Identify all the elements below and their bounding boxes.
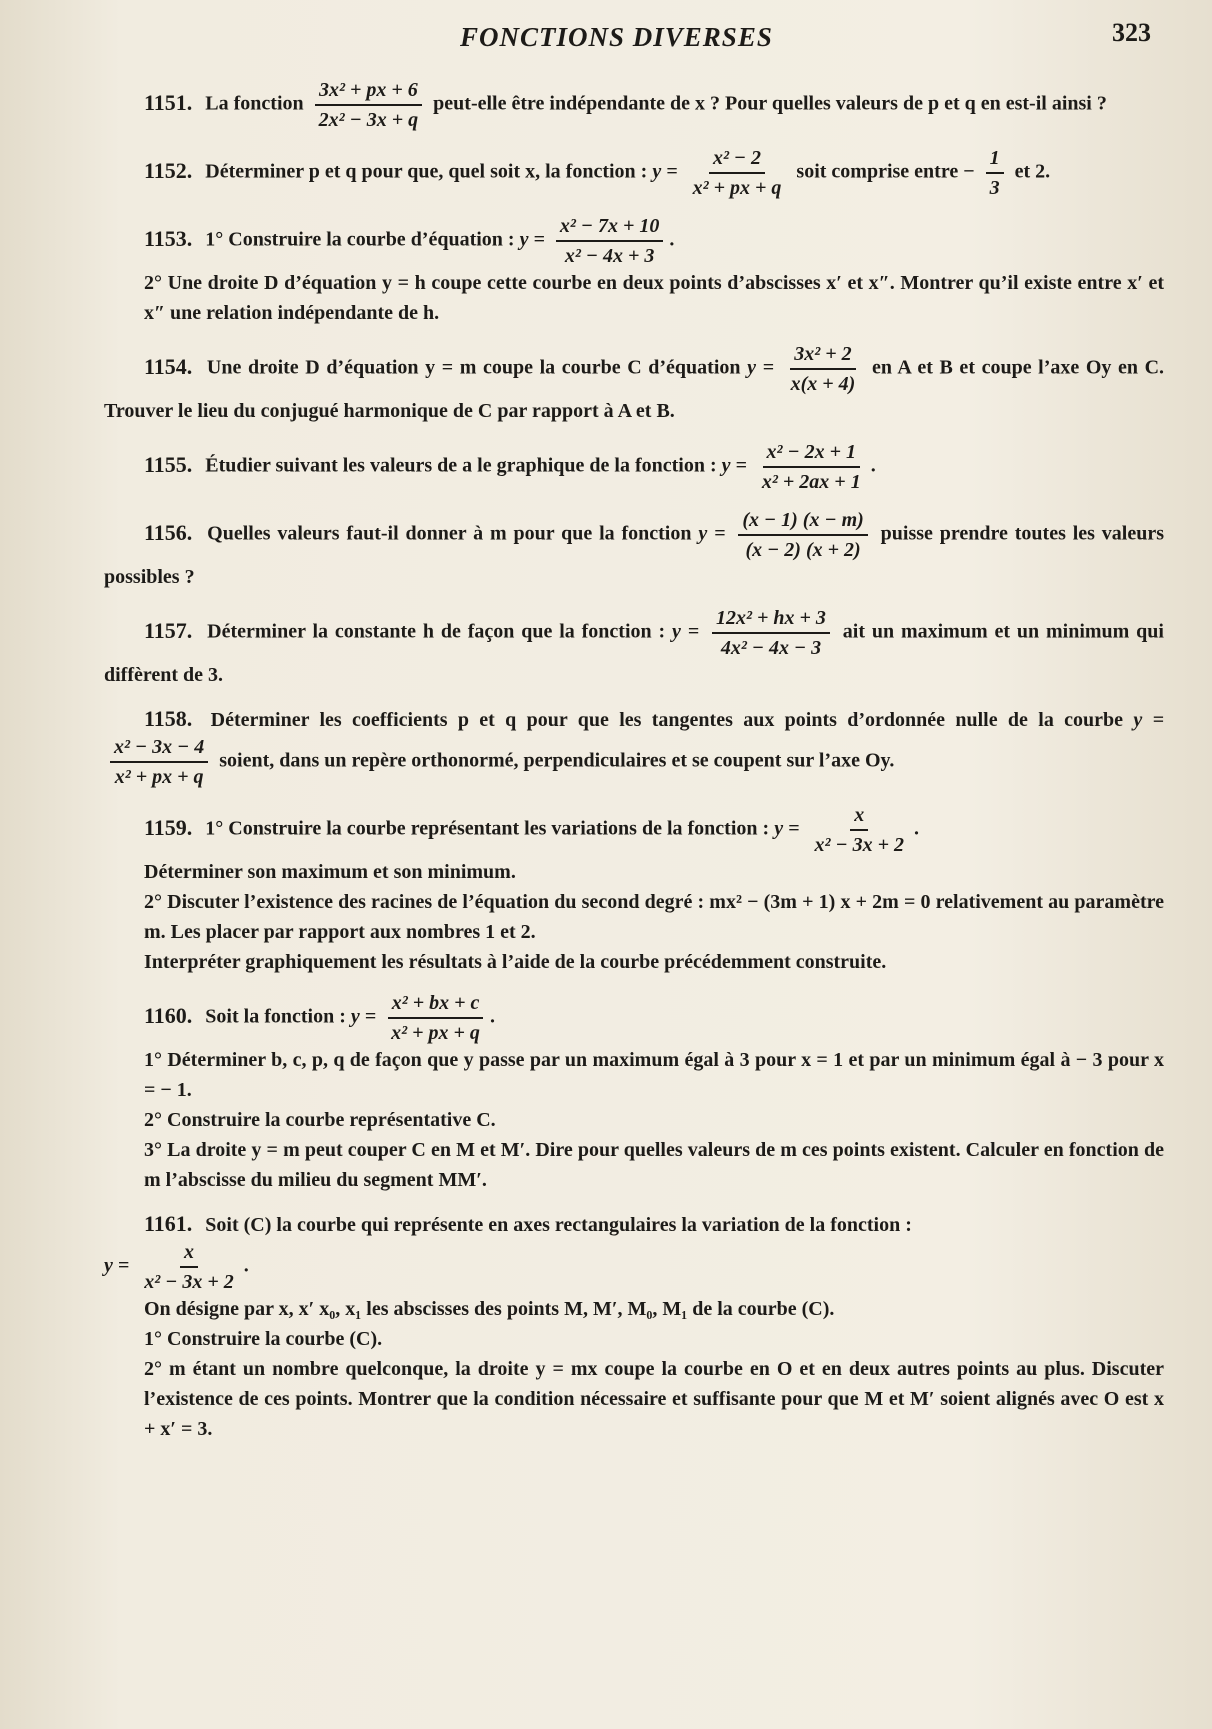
problem-text: 1° Construire la courbe (C). (144, 1328, 383, 1350)
equation-lhs: y = (1133, 709, 1165, 731)
numerator: 3x² + px + 6 (315, 78, 422, 106)
denominator: x(x + 4) (790, 373, 856, 395)
period: . (489, 1005, 495, 1028)
problem-1154 (104, 342, 1164, 426)
running-head: FONCTIONS DIVERSES (460, 22, 773, 52)
numerator: x² − 2 (709, 146, 765, 174)
problem-text: 2° m étant un nombre quelconque, la droite y = mx coupe la courbe en O et en deux autres points au plus. Discuter l’existence de ces points. Montrer que la condition nécessaire et suffisante pour que M et M′ soient alignés avec O est x + x′ = 3. (144, 1358, 1164, 1440)
numerator: (x − 1) (x − m) (738, 508, 867, 536)
fraction (787, 342, 860, 396)
problem-list (104, 78, 1164, 1458)
problem-number: 1151. (144, 89, 193, 115)
problem-text: Déterminer la constante h de façon que la fonction : (207, 620, 666, 643)
denominator: x² + 2ax + 1 (761, 471, 861, 493)
period: . (243, 1254, 249, 1277)
fraction (712, 606, 830, 660)
problem-1161 (104, 1209, 1164, 1444)
denominator: 4x² − 4x − 3 (720, 637, 822, 659)
fraction (738, 508, 867, 562)
page-number: 323 (1112, 18, 1151, 47)
fraction (387, 991, 484, 1045)
problem-text: soit comprise entre (796, 160, 959, 183)
numerator: 3x² + 2 (790, 342, 855, 370)
equation-lhs: y = (350, 1005, 377, 1028)
equation-lhs: y = (519, 228, 545, 251)
problem-text: 2° Une droite D d’équation y = h coupe cette courbe en deux points d’abscisses x′ et x″. Montrer qu’il existe entre x′ et x″ une relation indépendante de h. (144, 272, 1164, 324)
problem-number: 1157. (144, 617, 193, 643)
problem-text: Déterminer son maximum et son minimum. (144, 861, 516, 883)
problem-text: On désigne par x, x′ x₀, x₁ les abscisses des points M, M′, M₀, M₁ de la courbe (C). (144, 1298, 835, 1320)
numerator: x (180, 1240, 198, 1268)
problem-number: 1158. (144, 706, 193, 731)
equation-lhs: y = (672, 620, 700, 643)
equation-lhs: y = (104, 1254, 130, 1277)
fraction (986, 146, 1004, 200)
denominator: (x − 2) (x + 2) (745, 539, 861, 561)
problem-text: puisse prendre toutes les valeurs possibles ? (104, 522, 1165, 588)
problem-text: peut-elle être indépendante de x ? Pour quelles valeurs de p et q en est-il ainsi ? (433, 92, 1107, 115)
fraction (315, 78, 423, 132)
problem-text: Déterminer les coefficients p et q pour que les tangentes aux points d’ordonnée nulle de la courbe (210, 709, 1124, 731)
problem-number: 1161. (144, 1211, 193, 1236)
equation-lhs: y = (747, 356, 774, 379)
problem-text: 2° Discuter l’existence des racines de l’équation du second degré : mx² − (3m + 1) x + 2m = 0 relativement au paramètre m. Les placer par rapport aux nombres 1 et 2. (144, 891, 1164, 943)
problem-text: ait un maximum et un minimum qui diffèrent de 3. (104, 620, 1164, 686)
numerator: x² − 3x − 4 (110, 735, 208, 763)
problem-text: Déterminer p et q pour que, quel soit x, la fonction : (205, 160, 648, 183)
numerator: 12x² + hx + 3 (712, 606, 830, 634)
problem-text: soient, dans un repère orthonormé, perpendiculaires et se coupent sur l’axe Oy. (219, 749, 895, 772)
problem-text: Soit la fonction : (205, 1005, 346, 1028)
problem-text: Une droite D d’équation y = m coupe la courbe C d’équation (206, 356, 741, 379)
problem-number: 1160. (144, 1002, 193, 1028)
problem-1151 (104, 78, 1164, 132)
problem-text: et 2. (1014, 160, 1051, 183)
problem-text: 3° La droite y = m peut couper C en M et M′. Dire pour quelles valeurs de m ces points existent. Calculer en fonction de m l’abscisse du milieu du segment MM′. (144, 1139, 1164, 1191)
equation-lhs: y = (698, 522, 726, 545)
problem-text: en A et B et coupe l’axe Oy en C. Trouver le lieu du conjugué harmonique de C par rapport à A et B. (104, 356, 1165, 422)
numerator: 1 (986, 146, 1004, 174)
denominator: x² − 3x + 2 (814, 834, 904, 856)
fraction (758, 440, 865, 494)
problem-text: La fonction (205, 92, 304, 115)
problem-number: 1154. (144, 353, 193, 379)
fraction (810, 803, 908, 857)
denominator: x² − 3x + 2 (144, 1271, 234, 1293)
problem-1152 (104, 146, 1164, 200)
problem-number: 1152. (144, 157, 193, 183)
problem-number: 1156. (144, 519, 193, 545)
problem-text: 2° Construire la courbe représentative C. (144, 1109, 496, 1131)
problem-1160 (104, 991, 1164, 1195)
problem-1153 (104, 214, 1164, 328)
denominator: x² + px + q (391, 1022, 480, 1044)
denominator: 2x² − 3x + q (318, 109, 419, 131)
problem-text: 1° Déterminer b, c, p, q de façon que y passe par un maximum égal à 3 pour x = 1 et par un minimum égal à − 3 pour x = − 1. (144, 1049, 1164, 1101)
problem-1157 (104, 606, 1164, 690)
fraction (110, 735, 208, 789)
problem-text: Interpréter graphiquement les résultats à l’aide de la courbe précédemment construite. (144, 951, 887, 973)
period: . (669, 228, 675, 251)
minus-sign: − (963, 160, 975, 183)
period: . (913, 817, 919, 840)
equation-lhs: y = (652, 160, 678, 183)
problem-text: 1° Construire la courbe d’équation : (205, 228, 515, 251)
problem-1158 (104, 704, 1164, 789)
problem-text: Quelles valeurs faut-il donner à m pour que la fonction (207, 522, 692, 545)
problem-1159 (104, 803, 1164, 977)
denominator: x² + px + q (692, 177, 782, 199)
equation-lhs: y = (721, 454, 747, 477)
problem-1155 (104, 440, 1164, 494)
page-header (0, 14, 1212, 60)
denominator: x² + px + q (114, 766, 204, 788)
numerator: x² − 7x + 10 (556, 214, 664, 242)
numerator: x² + bx + c (388, 991, 484, 1019)
problem-text: Étudier suivant les valeurs de a le graphique de la fonction : (205, 454, 717, 477)
denominator: x² − 4x + 3 (564, 245, 655, 267)
problem-number: 1159. (144, 814, 193, 840)
period: . (870, 454, 876, 477)
fraction (556, 214, 664, 268)
problem-number: 1155. (144, 451, 193, 477)
fraction (689, 146, 786, 200)
problem-number: 1153. (144, 225, 193, 251)
problem-1156 (104, 508, 1164, 592)
equation-lhs: y = (774, 817, 800, 840)
problem-text: 1° Construire la courbe représentant les variations de la fonction : (205, 817, 770, 840)
fraction (140, 1240, 238, 1294)
denominator: 3 (989, 177, 1000, 199)
numerator: x (850, 803, 868, 831)
problem-text: Soit (C) la courbe qui représente en axes rectangulaires la variation de la fonction : (205, 1214, 912, 1236)
numerator: x² − 2x + 1 (763, 440, 861, 468)
